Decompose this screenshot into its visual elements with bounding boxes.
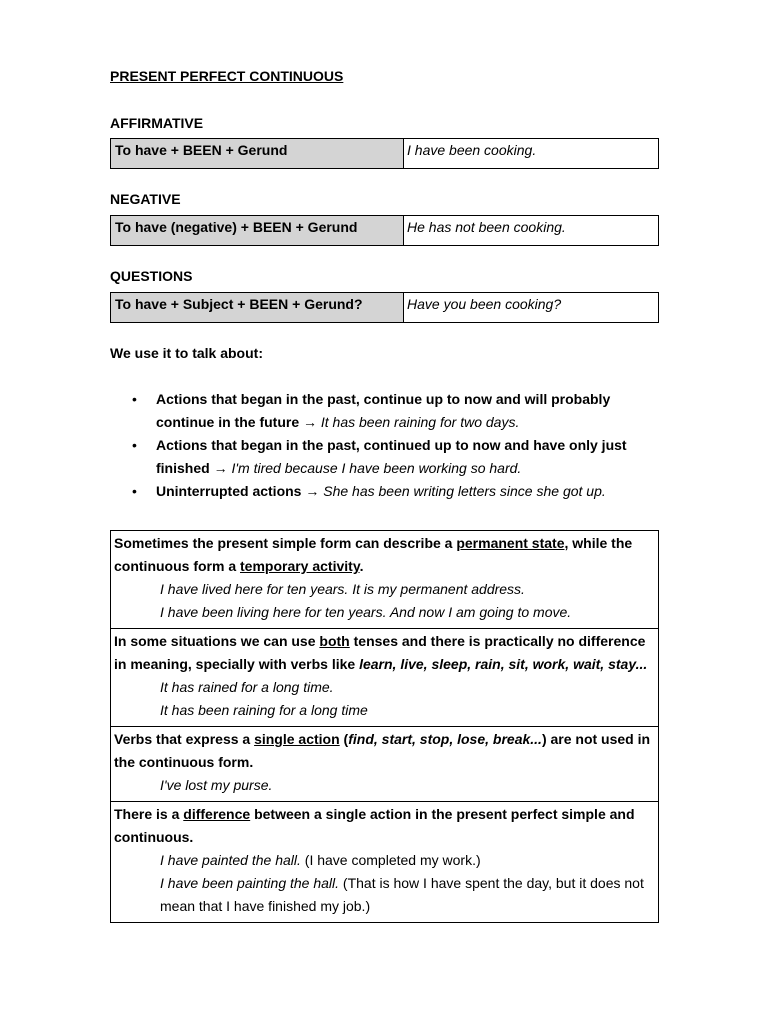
bullet-icon: • bbox=[132, 483, 137, 499]
uses-intro: We use it to talk about: bbox=[110, 345, 263, 361]
note-text-part: Verbs that express a bbox=[114, 731, 255, 747]
note-example-comment: (That is how I have spent the day, but it does not mean that I have finished my job.) bbox=[160, 875, 644, 914]
negative-table bbox=[110, 215, 659, 246]
negative-heading: NEGATIVE bbox=[110, 191, 181, 207]
use-description: Actions that began in the past, continue up to now and will probably continue in the future bbox=[156, 391, 611, 430]
uses-list bbox=[110, 388, 659, 503]
use-example: She has been writing letters since she got up. bbox=[323, 483, 606, 499]
note-keyword: single action bbox=[254, 731, 340, 747]
list-item bbox=[110, 388, 659, 434]
note-single-action bbox=[111, 727, 658, 802]
affirmative-example: I have been cooking. bbox=[407, 142, 537, 158]
note-example-sentence: I have been painting the hall. bbox=[160, 875, 340, 891]
questions-heading: QUESTIONS bbox=[110, 268, 193, 284]
note-keyword: difference bbox=[183, 806, 251, 822]
negative-example: He has not been cooking. bbox=[407, 219, 566, 235]
affirmative-structure: To have + BEEN + Gerund bbox=[111, 139, 404, 168]
use-description: Actions that began in the past, continued up to now and have only just finished bbox=[156, 437, 627, 476]
use-example: I'm tired because I have been working so hard. bbox=[231, 460, 522, 476]
bullet-icon: • bbox=[132, 391, 137, 407]
use-example: It has been raining for two days. bbox=[320, 414, 520, 430]
notes-table bbox=[110, 530, 659, 923]
note-verb-list: find, start, stop, lose, break... bbox=[348, 731, 542, 747]
note-text-part: In some situations we can use bbox=[114, 633, 320, 649]
note-verb-list: learn, live, sleep, rain, sit, work, wait, stay... bbox=[359, 656, 648, 672]
arrow-icon: → bbox=[305, 483, 320, 499]
affirmative-table bbox=[110, 138, 659, 169]
arrow-icon: → bbox=[213, 460, 228, 476]
affirmative-heading: AFFIRMATIVE bbox=[110, 115, 204, 131]
note-text bbox=[114, 728, 654, 774]
note-text-part: . bbox=[359, 558, 364, 574]
note-example: I've lost my purse. bbox=[160, 777, 273, 793]
list-item bbox=[110, 480, 659, 503]
note-text-part: ) are not used in the continuous form. bbox=[114, 731, 651, 770]
note-permanent-vs-temporary bbox=[111, 531, 658, 629]
note-text bbox=[114, 532, 654, 578]
note-example: I have lived here for ten years. It is my permanent address. bbox=[160, 581, 525, 597]
note-text bbox=[114, 803, 654, 849]
note-keyword: temporary activity bbox=[240, 558, 360, 574]
note-text-part: There is a bbox=[114, 806, 184, 822]
note-text-part: , while the continuous form a bbox=[114, 535, 633, 574]
note-text bbox=[114, 630, 654, 676]
note-text-part: Sometimes the present simple form can describe a bbox=[114, 535, 457, 551]
note-keyword: permanent state bbox=[456, 535, 565, 551]
note-keyword: both bbox=[319, 633, 350, 649]
note-difference bbox=[111, 802, 658, 922]
note-text-part: tenses and there is practically no difference in meaning, specially with verbs like bbox=[114, 633, 646, 672]
questions-example: Have you been cooking? bbox=[407, 296, 562, 312]
questions-structure: To have + Subject + BEEN + Gerund? bbox=[111, 293, 404, 322]
negative-structure: To have (negative) + BEEN + Gerund bbox=[111, 216, 404, 245]
note-example-comment: (I have completed my work.) bbox=[300, 852, 481, 868]
note-example-sentence: I have painted the hall. bbox=[160, 852, 301, 868]
note-example: I have been living here for ten years. And now I am going to move. bbox=[160, 604, 572, 620]
note-example bbox=[114, 872, 654, 918]
note-text-part: between a single action in the present perfect simple and continuous. bbox=[114, 806, 635, 845]
bullet-icon: • bbox=[132, 437, 137, 453]
questions-table bbox=[110, 292, 659, 323]
note-example: It has rained for a long time. bbox=[160, 679, 334, 695]
page-title: PRESENT PERFECT CONTINUOUS bbox=[110, 68, 344, 84]
use-description: Uninterrupted actions bbox=[156, 483, 302, 499]
note-both-tenses bbox=[111, 629, 658, 727]
note-text-part: ( bbox=[339, 731, 349, 747]
list-item bbox=[110, 434, 659, 480]
note-example bbox=[114, 849, 654, 872]
arrow-icon: → bbox=[303, 414, 317, 430]
note-example: It has been raining for a long time bbox=[160, 702, 368, 718]
